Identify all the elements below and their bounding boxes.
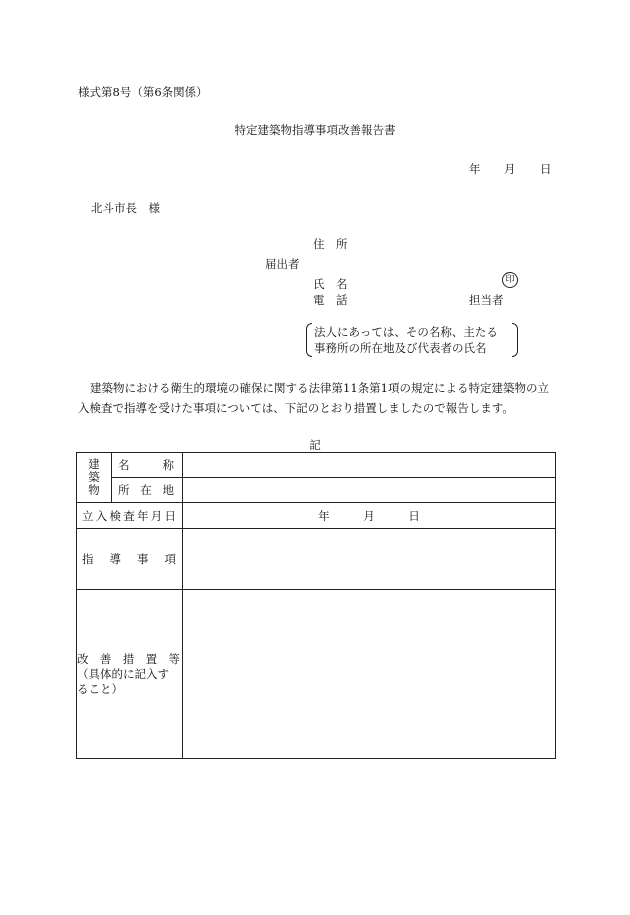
building-location-label: 所 在 地 [112,478,183,503]
date-day-label: 日 [540,162,552,176]
body-paragraph: 建築物における衛生的環境の確保に関する法律第11条第1項の規定による特定建築物の立入検査で指導を受けた事項については、下記のとおり措置しましたので報告します。 [78,381,549,415]
report-table [76,452,556,759]
corp-note-line1: 法人にあっては、その名称、主たる [314,325,498,339]
person-in-charge-label: 担当者 [469,293,504,307]
table-row [77,590,556,759]
report-date [469,161,552,176]
improvement-measures-label: 改 善 措 置 等 （具体的に記入すること） [77,590,183,759]
ki-heading: 記 [309,438,321,452]
notifier-label: 届出者 [265,257,300,271]
improvement-measures-field[interactable] [183,590,556,759]
left-bracket [306,323,312,357]
guidance-items-field[interactable] [183,529,556,590]
table-row [77,478,556,503]
seal-mark: 印 [502,272,518,288]
addressee: 北斗市長 様 [91,201,160,215]
corp-note-line2: 事務所の所在地及び代表者の氏名 [314,341,487,355]
right-bracket [512,323,518,357]
building-name-field[interactable] [183,453,556,478]
guidance-items-label: 指 導 事 項 [77,529,183,590]
building-header: 建 築 物 [77,453,112,503]
corporation-note [306,323,518,357]
building-name-label: 名 称 [112,453,183,478]
table-row [77,503,556,529]
phone-label: 電 話 [313,293,348,307]
improvement-note: （具体的に記入すること） [77,666,169,696]
date-year-label: 年 [469,162,481,176]
table-row [77,453,556,478]
inspection-date-label: 立 入 検 査 年 月 日 [77,503,183,529]
date-month-label: 月 [504,162,516,176]
table-row [77,529,556,590]
name-label: 氏 名 [313,277,348,291]
inspection-date-field[interactable]: 年 月 日 [183,503,556,529]
building-location-field[interactable] [183,478,556,503]
document-title: 特定建築物指導事項改善報告書 [234,123,396,137]
address-label: 住 所 [313,237,348,251]
form-number: 様式第8号（第6条関係） [78,85,208,99]
